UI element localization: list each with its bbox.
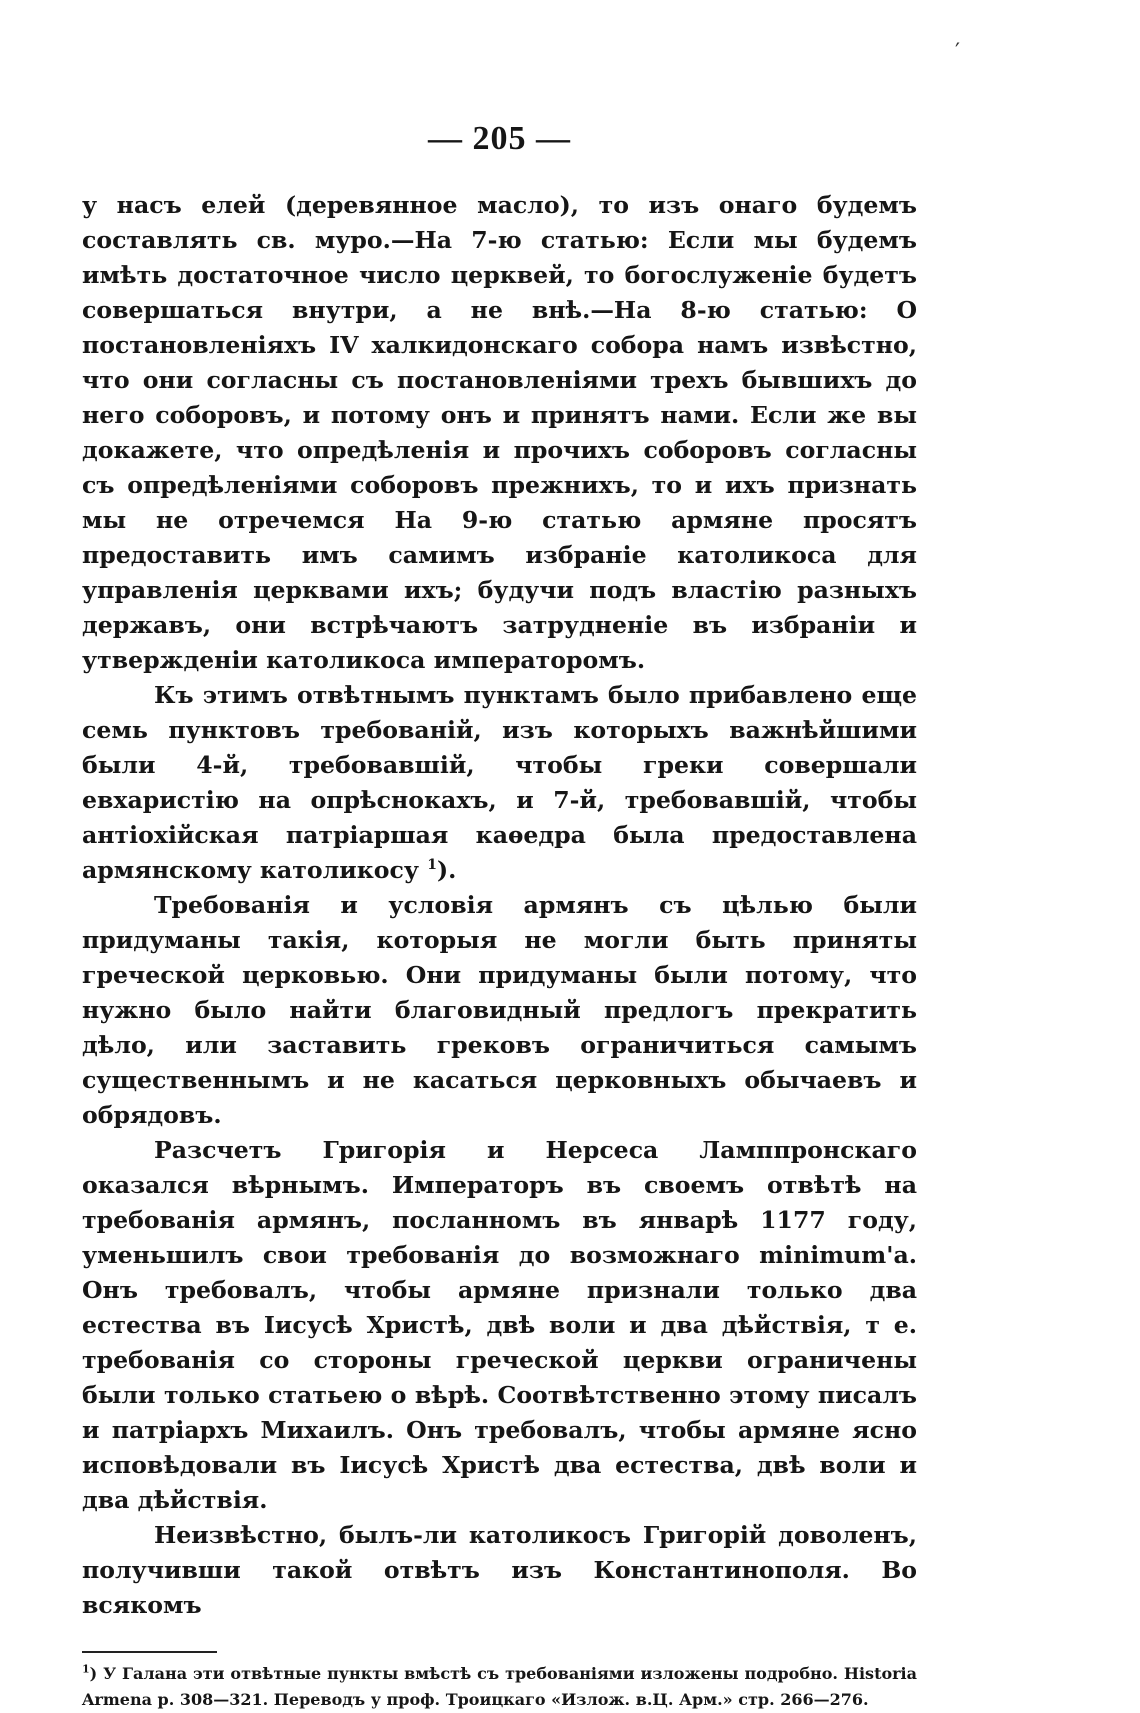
paragraph-2-end: ). [436,856,457,884]
footnote-reference: 1 [427,857,437,874]
footnote-divider [82,1651,217,1653]
margin-mark: ′ [955,40,960,65]
paragraph-3: Требованія и условія армянъ съ цѣлью были придуманы такія, которыя не могли быть приняты греческой церковью. Они придуманы были потому, что нужно было найти благовидный предлогъ прекратить дѣло, или заставить грековъ ограничиться самымъ существеннымъ и не касаться церковныхъ обычаевъ и обрядовъ. [82,891,917,1129]
paragraph-5: Неизвѣстно, былъ-ли католикосъ Григорій доволенъ, получивши такой отвѣтъ изъ Константинополя. Во всякомъ [82,1521,917,1619]
page-content [82,120,917,1713]
footnote [82,1661,917,1713]
footnote-text: ) У Галана эти отвѣтные пункты вмѣстѣ съ требованіями изложены подробно. Historia Armena p. 308—321. Переводъ у проф. Троицкаго «Излож. в.Ц. Арм.» стр. 266—276. [82,1664,917,1709]
paragraph-2 [82,678,917,888]
paragraph-2-text: Къ этимъ отвѣтнымъ пунктамъ было прибавлено еще семь пунктовъ требованій, изъ которыхъ важнѣйшими были 4-й, требовавшій, чтобы греки совершали евхаристію на опрѣснокахъ, и 7-й, требовавшій, чтобы антіохійская патріаршая каѳедра была предоставлена армянскому католикосу [82,681,917,884]
paragraph-4: Разсчетъ Григорія и Нерсеса Ламппронскаго оказался вѣрнымъ. Императоръ въ своемъ отвѣтѣ на требованія армянъ, посланномъ въ январѣ 1177 году, уменьшилъ свои требованія до возможнаго minimum'a. Онъ требовалъ, чтобы армяне признали только два естества въ Іисусѣ Христѣ, двѣ воли и два дѣйствія, т е. требованія со стороны греческой церкви ограничены были только статьею о вѣрѣ. Соотвѣтственно этому писалъ и патріархъ Михаилъ. Онъ требовалъ, чтобы армяне ясно исповѣдовали въ Іисусѣ Христѣ два естества, двѣ воли и два дѣйствія. [82,1136,917,1514]
page-number: — 205 — [428,120,571,157]
paragraph-1: у насъ елей (деревянное масло), то изъ онаго будемъ составлять св. муро.—На 7-ю статью: Если мы будемъ имѣть достаточное число церквей, то богослуженіе будетъ совершаться внутри, а не внѣ.—На 8-ю статью: О постановленіяхъ IV халкидонскаго собора намъ извѣстно, что они согласны съ постановленіями трехъ бывшихъ до него соборовъ, и потому онъ и принятъ нами. Если же вы докажете, что опредѣленія и прочихъ соборовъ согласны съ опредѣленіями соборовъ прежнихъ, то и ихъ признать мы не отречемся На 9-ю статью армяне просятъ предоставить имъ самимъ избраніе католикоса для управленія церквами ихъ; будучи подъ властію разныхъ державъ, они встрѣчаютъ затрудненіе въ избраніи и утвержденіи католикоса императоромъ. [82,191,917,674]
footnote-mark: 1 [82,1662,90,1676]
